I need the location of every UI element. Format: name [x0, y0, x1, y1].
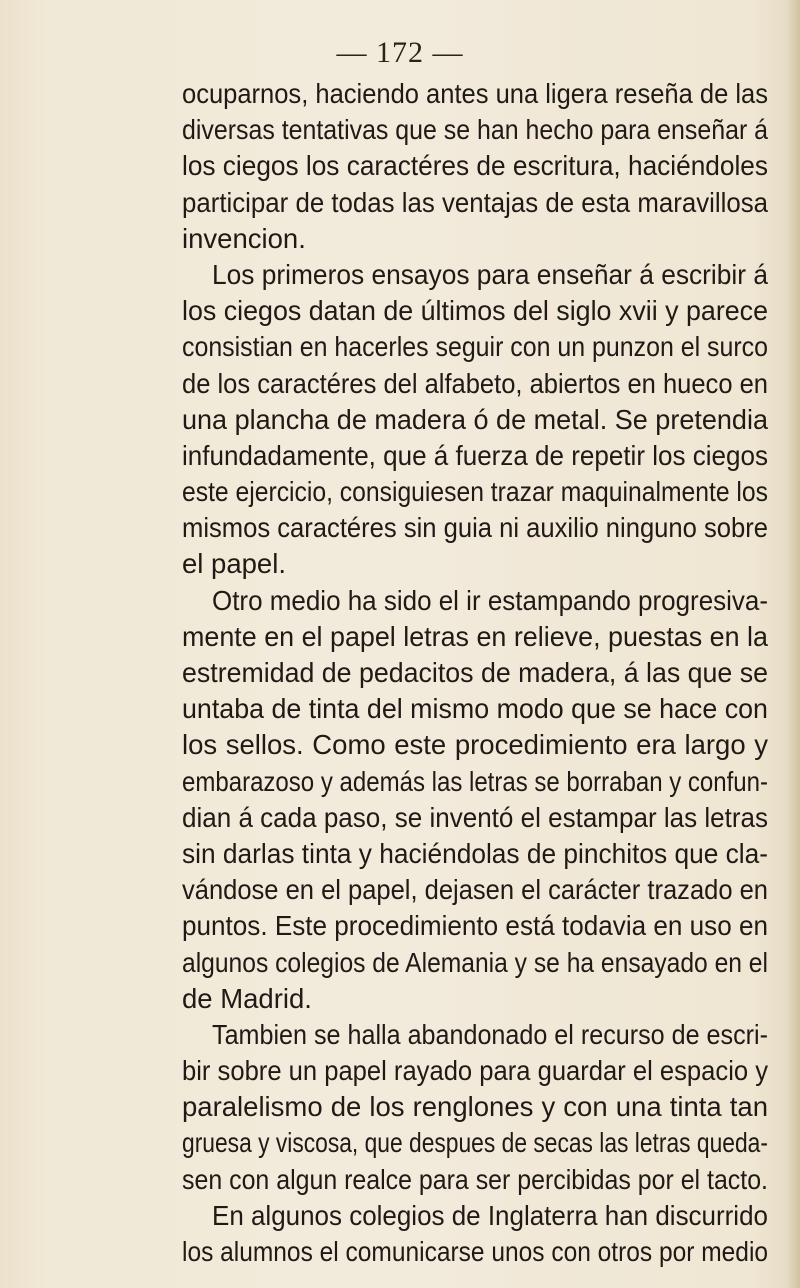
text-line — [182, 329, 768, 365]
text-line — [182, 366, 768, 402]
text-line-content: los alumnos el comunicarse unos con otros por medio — [182, 1236, 768, 1267]
text-line — [182, 438, 768, 474]
text-line-content: vándose en el papel, dejasen el carácter trazado en — [182, 874, 768, 906]
text-line — [182, 764, 768, 800]
text-line-content: puntos. Este procedimiento está todavia en uso en — [182, 910, 768, 942]
text-line: de Madrid. — [182, 982, 312, 1014]
text-line — [182, 402, 768, 438]
text-line: paralelismo de los renglones y con una tinta tan — [182, 1091, 768, 1123]
text-line: los sellos. Como este procedimiento era largo y — [182, 729, 768, 761]
text-line-content: consistian en hacerles seguir con un punzon el surco — [182, 331, 768, 363]
text-line — [182, 112, 768, 148]
text-line-content: dian á cada paso, se inventó el estampar las letras — [182, 801, 768, 833]
text-line-content: mismos caractéres sin guia ni auxilio ninguno sobre — [182, 512, 768, 544]
text-line-content: los ciegos los caractéres de escritura, haciéndoles — [182, 150, 768, 182]
text-line — [182, 1162, 768, 1198]
text-line — [182, 1017, 768, 1053]
text-line-content: bir sobre un papel rayado para guardar el espacio y — [182, 1055, 768, 1087]
text-line-content: embarazoso y además las letras se borraban y confun- — [182, 765, 768, 797]
text-line — [182, 691, 768, 727]
text-line-content: Tambien se halla abandonado el recurso de escri- — [212, 1018, 768, 1050]
text-line — [182, 619, 768, 655]
text-line-content: este ejercicio, consiguiesen trazar maquinalmente los — [182, 476, 768, 508]
text-line — [182, 474, 768, 510]
text-line — [182, 872, 768, 908]
text-line-content: sen con algun realce para ser percibidas por el tacto. — [182, 1163, 768, 1195]
text-line — [182, 1198, 768, 1234]
text-line: invencion. — [182, 222, 306, 254]
text-line-content: Los primeros ensayos para enseñar á escribir á — [212, 258, 768, 290]
text-line — [182, 185, 768, 221]
text-line — [182, 1053, 768, 1089]
text-line — [182, 655, 768, 691]
text-line — [182, 945, 768, 981]
text-line — [182, 1125, 768, 1161]
text-line: el papel. — [182, 548, 286, 580]
text-line-content: participar de todas las ventajas de esta maravillosa — [182, 186, 768, 218]
text-line-content: untaba de tinta del mismo modo que se hace con — [182, 693, 768, 725]
text-line — [182, 908, 768, 944]
text-line-content: diversas tentativas que se han hecho para enseñar á — [182, 114, 768, 146]
text-line-content: mente en el papel letras en relieve, puestas en la — [182, 620, 768, 652]
text-line-content: infundadamente, que á fuerza de repetir los ciegos — [182, 439, 768, 471]
text-line-content: una plancha de madera ó de metal. Se pretendia — [182, 403, 768, 435]
text-line-content: de los caractéres del alfabeto, abiertos en hueco en — [182, 367, 768, 399]
text-line-content: gruesa y viscosa, que despues de secas las letras queda- — [182, 1127, 768, 1159]
text-line-content: En algunos colegios de Inglaterra han discurrido — [212, 1199, 768, 1231]
body-text — [182, 76, 768, 1270]
text-line-content: los ciegos datan de últimos del siglo xvii y parece — [182, 295, 768, 327]
text-line-content: Otro medio ha sido el ir estampando progresiva- — [212, 584, 768, 616]
text-line — [182, 293, 768, 329]
text-line — [182, 836, 768, 872]
text-line-content: algunos colegios de Alemania y se ha ensayado en el — [182, 946, 768, 978]
text-line — [182, 76, 768, 112]
text-line-content: ocuparnos, haciendo antes una ligera reseña de las — [182, 78, 768, 109]
text-line-content: estremidad de pedacitos de madera, á las que se — [182, 657, 768, 688]
text-line — [182, 148, 768, 184]
text-line — [182, 1234, 768, 1270]
page-edge-shadow — [786, 0, 800, 1288]
text-line — [182, 583, 768, 619]
page-number: — 172 — — [336, 36, 464, 69]
text-line-content: sin darlas tinta y haciéndolas de pinchitos que cla- — [182, 837, 768, 869]
text-line — [182, 257, 768, 293]
text-line — [182, 510, 768, 546]
text-line — [182, 800, 768, 836]
